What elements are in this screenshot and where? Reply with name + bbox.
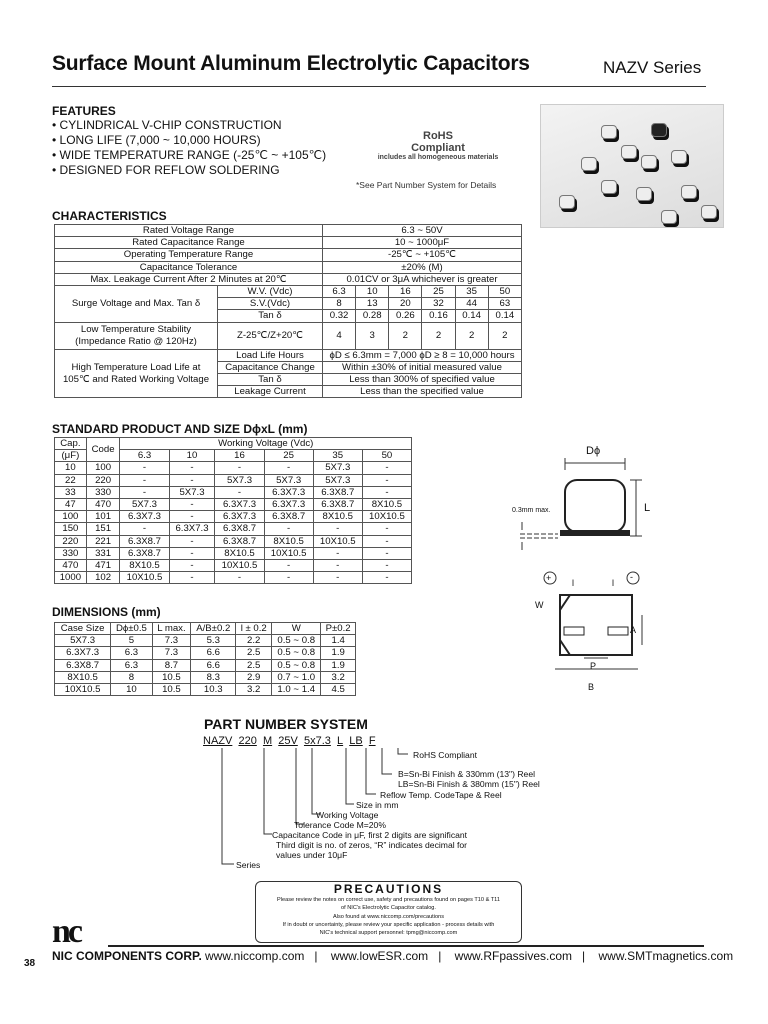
table-cell: 102 [86,572,120,584]
column-header: l ± 0.2 [236,623,272,635]
table-cell: - [313,560,362,572]
pns-label: B=Sn-Bi Finish & 330mm (13") Reel [398,769,536,779]
rohs-subtitle: includes all homogeneous materials [377,154,499,161]
table-cell: 5X7.3 [313,474,362,486]
table-cell: 220 [86,474,120,486]
table-cell: - [362,535,411,547]
table-cell: 5X7.3 [120,499,169,511]
table-cell: 7.3 [152,635,191,647]
table-cell: - [169,560,215,572]
separator: | [314,949,318,963]
table-cell: 5X7.3 [264,474,313,486]
table-cell: 220 [55,535,87,547]
table-cell: 33 [55,486,87,498]
column-header: L max. [152,623,191,635]
logo-text: nc [52,913,80,950]
table-cell: 5 [111,635,152,647]
table-row [55,572,412,584]
max-label: 0.3mm max. [512,507,551,514]
feature-item: • LONG LIFE (7,000 ~ 10,000 HOURS) [52,133,261,147]
precautions-heading: PRECAUTIONS [333,882,444,896]
precaution-line: Also found at www.niccomp.com/precautions [333,913,444,920]
table-cell: 5X7.3 [169,486,215,498]
column-header: W [272,623,321,635]
table-cell: 6.3X8.7 [313,499,362,511]
table-row [55,535,412,547]
table-cell: 471 [86,560,120,572]
table-cell: 8 [111,671,152,683]
table-cell: 150 [55,523,87,535]
features-list [52,118,326,178]
table-row [55,647,356,659]
table-cell: 10.5 [152,684,191,696]
company-name: NIC COMPONENTS CORP. [52,949,202,963]
pns-label: RoHS Compliant [413,750,477,760]
table-cell: - [362,560,411,572]
table-cell: 10 [111,684,152,696]
table-cell: - [264,523,313,535]
table-cell: 2.2 [236,635,272,647]
characteristics-heading: CHARACTERISTICS [52,209,167,223]
table-cell: 6.3X8.7 [120,547,169,559]
table-row [55,486,412,498]
table-cell: 1.4 [321,635,356,647]
table-cell: - [264,572,313,584]
table-cell: - [313,572,362,584]
link-rfpassives[interactable]: www.RFpassives.com [454,949,573,963]
table-cell: 5X7.3 [313,462,362,474]
table-cell: - [169,535,215,547]
table-cell: 0.5 ~ 0.8 [272,647,321,659]
table-cell: 8X10.5 [55,671,111,683]
table-cell: - [215,462,264,474]
feature-item: • DESIGNED FOR REFLOW SOLDERING [52,163,280,177]
table-cell: 4.5 [321,684,356,696]
link-niccomp[interactable]: www.niccomp.com [205,949,305,963]
table-cell: 8X10.5 [362,499,411,511]
table-cell: 100 [86,462,120,474]
table-cell: 47 [55,499,87,511]
pns-label: Reflow Temp. CodeTape & Reel [380,790,502,800]
feature-item: • WIDE TEMPERATURE RANGE (-25℃ ~ +105℃) [52,148,327,162]
feature-item: • CYLINDRICAL V-CHIP CONSTRUCTION [52,118,282,132]
table-cell: 0.7 ~ 1.0 [272,671,321,683]
plus-label: + [546,573,552,583]
table-cell: 470 [55,560,87,572]
characteristics-table: Rated Voltage Range 6.3 ~ 50V Rated Capacitance Range 10 ~ 1000μF Operating Temperature Range -25℃ ~ +105℃ Capacitance Tolerance ±20% (M) Max. Leakage Current After 2 Minutes at 20℃ 0.01CV or 3μA whichever is greater Surge Voltage and Max. Tan δ W.V. (Vdc) 6.3 10 16 25 35 50 S.V.(Vdc) 8 13 20 32 44 63 Tan δ 0.32 0.28 0.26 0.16 0.14 0.14 Low Temperature Stability (Impedance Ratio @ 120Hz) Z-25℃/Z+20℃ 4 3 2 2 2 2 High Temperature Load Life at 105℃ and Rated Working Voltage Load Life Hours ϕD ≤ 6.3mm = 7,000 ϕD ≥ 8 = 10,000 hours Capacitance Change Within ±30% of initial measured value Tan δ Less than 300% of specified value Leakage Current Less than the specified value [54,224,522,398]
link-smtmagnetics[interactable]: www.SMTmagnetics.com [598,949,734,963]
table-row [55,671,356,683]
table-cell: 8.7 [152,659,191,671]
table-cell: 101 [86,511,120,523]
table-row [55,684,356,696]
standard-heading: STANDARD PRODUCT AND SIZE DϕxL (mm) [52,422,308,436]
table-cell: 6.3 [111,659,152,671]
pns-label: Third digit is no. of zeros, “R” indicates decimal for [276,840,468,850]
header-rule [52,86,706,87]
table-cell: 6.3X8.7 [215,535,264,547]
table-cell: - [313,523,362,535]
table-cell: - [169,499,215,511]
table-cell: - [362,486,411,498]
column-header: Case Size [55,623,111,635]
table-row [55,474,412,486]
table-cell: - [120,474,169,486]
table-cell: 8.3 [191,671,236,683]
pns-code: NAZV 220 M 25V 5x7.3 L LB F [203,735,376,747]
diameter-label: Dϕ [586,445,601,457]
table-cell: 6.3X7.3 [55,647,111,659]
table-cell: 10X10.5 [313,535,362,547]
table-cell: 2.5 [236,647,272,659]
b-label: B [588,682,595,692]
precaution-line: of NIC's Electrolytic Capacitor catalog. [341,905,436,912]
table-cell: - [120,486,169,498]
table-cell: 10X10.5 [362,511,411,523]
footer-links [205,949,743,963]
page-title: Surface Mount Aluminum Electrolytic Capacitors [52,52,530,75]
table-cell: 6.3X8.7 [313,486,362,498]
table-cell: 331 [86,547,120,559]
table-cell: - [169,547,215,559]
column-header: Dϕ±0.5 [111,623,152,635]
table-row [55,635,356,647]
table-cell: 0.5 ~ 0.8 [272,659,321,671]
table-cell: 6.6 [191,647,236,659]
footer-rule [108,945,704,947]
table-cell: 6.3X7.3 [264,499,313,511]
table-cell: - [169,462,215,474]
table-cell: 6.3X8.7 [55,659,111,671]
table-cell: 5X7.3 [55,635,111,647]
length-label: L [644,502,651,514]
table-cell: - [362,572,411,584]
table-cell: 2.5 [236,659,272,671]
dimensions-heading: DIMENSIONS (mm) [52,605,161,619]
table-cell: 10X10.5 [55,684,111,696]
table-cell: - [169,511,215,523]
table-cell: 151 [86,523,120,535]
table-row [55,462,412,474]
l1-label: l [572,578,574,588]
link-lowesr[interactable]: www.lowESR.com [330,949,429,963]
nic-logo [52,913,104,950]
table-cell: - [313,547,362,559]
standard-product-table: Cap. Code Working Voltage (Vdc) (μF) 6.3 10 16 25 35 50 10 100 - - - - 5X7.3 - 22 220 - - 5X7.3 5X7.3 5X7.3 - 33 330 - 5X7.3 - 6.3X7.3 6.3X8.7 - 47 470 5X7.3 - 6.3X7.3 6.3X7.3 6.3X8.7 8X10.5 100 101 6.3X7.3 - 6.3X7.3 6.3X8.7 8X10.5 10X10.5 150 151 - 6.3X7.3 6.3X8.7 - - - 220 221 6.3X8.7 - 6.3X8.7 8X10.5 10X10.5 - 330 331 6.3X8.7 - 8X10.5 10X10.5 - - 470 471 8X10.5 - 10X10.5 - - - 1000 102 10X10.5 - - - - - [54,437,412,584]
table-cell: - [169,474,215,486]
precaution-line: NIC's technical support personnel: tpmg@niccomp.com [319,930,458,937]
pns-heading: PART NUMBER SYSTEM [204,716,368,732]
table-cell: 330 [86,486,120,498]
pns-label: Working Voltage [316,810,379,820]
table-cell: 100 [55,511,87,523]
table-cell: 6.3X7.3 [264,486,313,498]
features-heading: FEATURES [52,104,116,118]
page-number: 38 [24,958,36,969]
table-cell: - [264,560,313,572]
table-cell: - [120,523,169,535]
p-label: P [590,661,597,671]
precaution-line: Please review the notes on correct use, safety and precautions found on pages T10 & T11 [277,897,500,903]
table-cell: - [120,462,169,474]
minus-label: - [630,572,633,582]
table-cell: 6.3X7.3 [215,499,264,511]
dimensions-table [54,622,356,696]
table-cell: 1.9 [321,647,356,659]
table-cell: - [264,462,313,474]
table-cell: 2.9 [236,671,272,683]
table-cell: - [215,572,264,584]
series-name: NAZV Series [603,58,702,77]
table-cell: - [362,474,411,486]
pns-label: Series [236,860,261,870]
table-cell: 3.2 [321,671,356,683]
rohs-compliant: Compliant [411,142,465,154]
pns-label: LB=Sn-Bi Finish & 380mm (15") Reel [398,779,540,789]
table-cell: 7.3 [152,647,191,659]
column-header: A/B±0.2 [191,623,236,635]
table-cell: 6.6 [191,659,236,671]
w-label: W [535,600,544,610]
table-cell: 6.3X8.7 [264,511,313,523]
rohs-title: RoHS [423,130,453,142]
table-row [55,511,412,523]
table-cell: 6.3X7.3 [120,511,169,523]
a-label: A [630,625,637,635]
table-cell: 8X10.5 [120,560,169,572]
table-cell: - [215,486,264,498]
table-cell: 1.0 ~ 1.4 [272,684,321,696]
side-view-diagram [510,440,690,570]
table-cell: 10.3 [191,684,236,696]
pns-label: Capacitance Code in μF, first 2 digits are significant [272,830,468,840]
table-cell: - [362,462,411,474]
table-cell: - [362,547,411,559]
table-cell: 22 [55,474,87,486]
rohs-badge [372,130,504,161]
product-photo [540,104,724,228]
table-cell: 0.5 ~ 0.8 [272,635,321,647]
table-row [55,523,412,535]
table-cell: 6.3X7.3 [215,511,264,523]
separator: | [438,949,442,963]
table-cell: 10X10.5 [264,547,313,559]
table-cell: 10 [55,462,87,474]
table-cell: 3.2 [236,684,272,696]
l2-label: l [612,578,614,588]
table-cell: 1.9 [321,659,356,671]
table-row [55,499,412,511]
footprint-diagram [530,570,660,690]
table-row [55,547,412,559]
table-cell: - [362,523,411,535]
table-cell: 5.3 [191,635,236,647]
column-header: P±0.2 [321,623,356,635]
table-cell: 10X10.5 [120,572,169,584]
pns-label: values under 10μF [276,850,348,860]
pns-label: Tolerance Code M=20% [294,820,386,830]
rohs-note: *See Part Number System for Details [356,180,497,190]
precaution-line: If in doubt or uncertainty, please review your specific application - process details with [282,921,495,928]
table-cell: 6.3X7.3 [169,523,215,535]
separator: | [582,949,586,963]
table-cell: 6.3 [111,647,152,659]
precautions-box [255,881,522,943]
table-cell: 221 [86,535,120,547]
table-row [55,659,356,671]
table-cell: 8X10.5 [313,511,362,523]
table-cell: 8X10.5 [215,547,264,559]
table-cell: 1000 [55,572,87,584]
table-cell: 330 [55,547,87,559]
table-cell: 6.3X8.7 [215,523,264,535]
table-cell: 5X7.3 [215,474,264,486]
table-cell: 6.3X8.7 [120,535,169,547]
table-row [55,560,412,572]
table-cell: - [169,572,215,584]
pns-label: Size in mm [356,800,399,810]
table-cell: 10X10.5 [215,560,264,572]
table-cell: 10.5 [152,671,191,683]
table-cell: 470 [86,499,120,511]
table-header-row [55,623,356,635]
table-cell: 8X10.5 [264,535,313,547]
